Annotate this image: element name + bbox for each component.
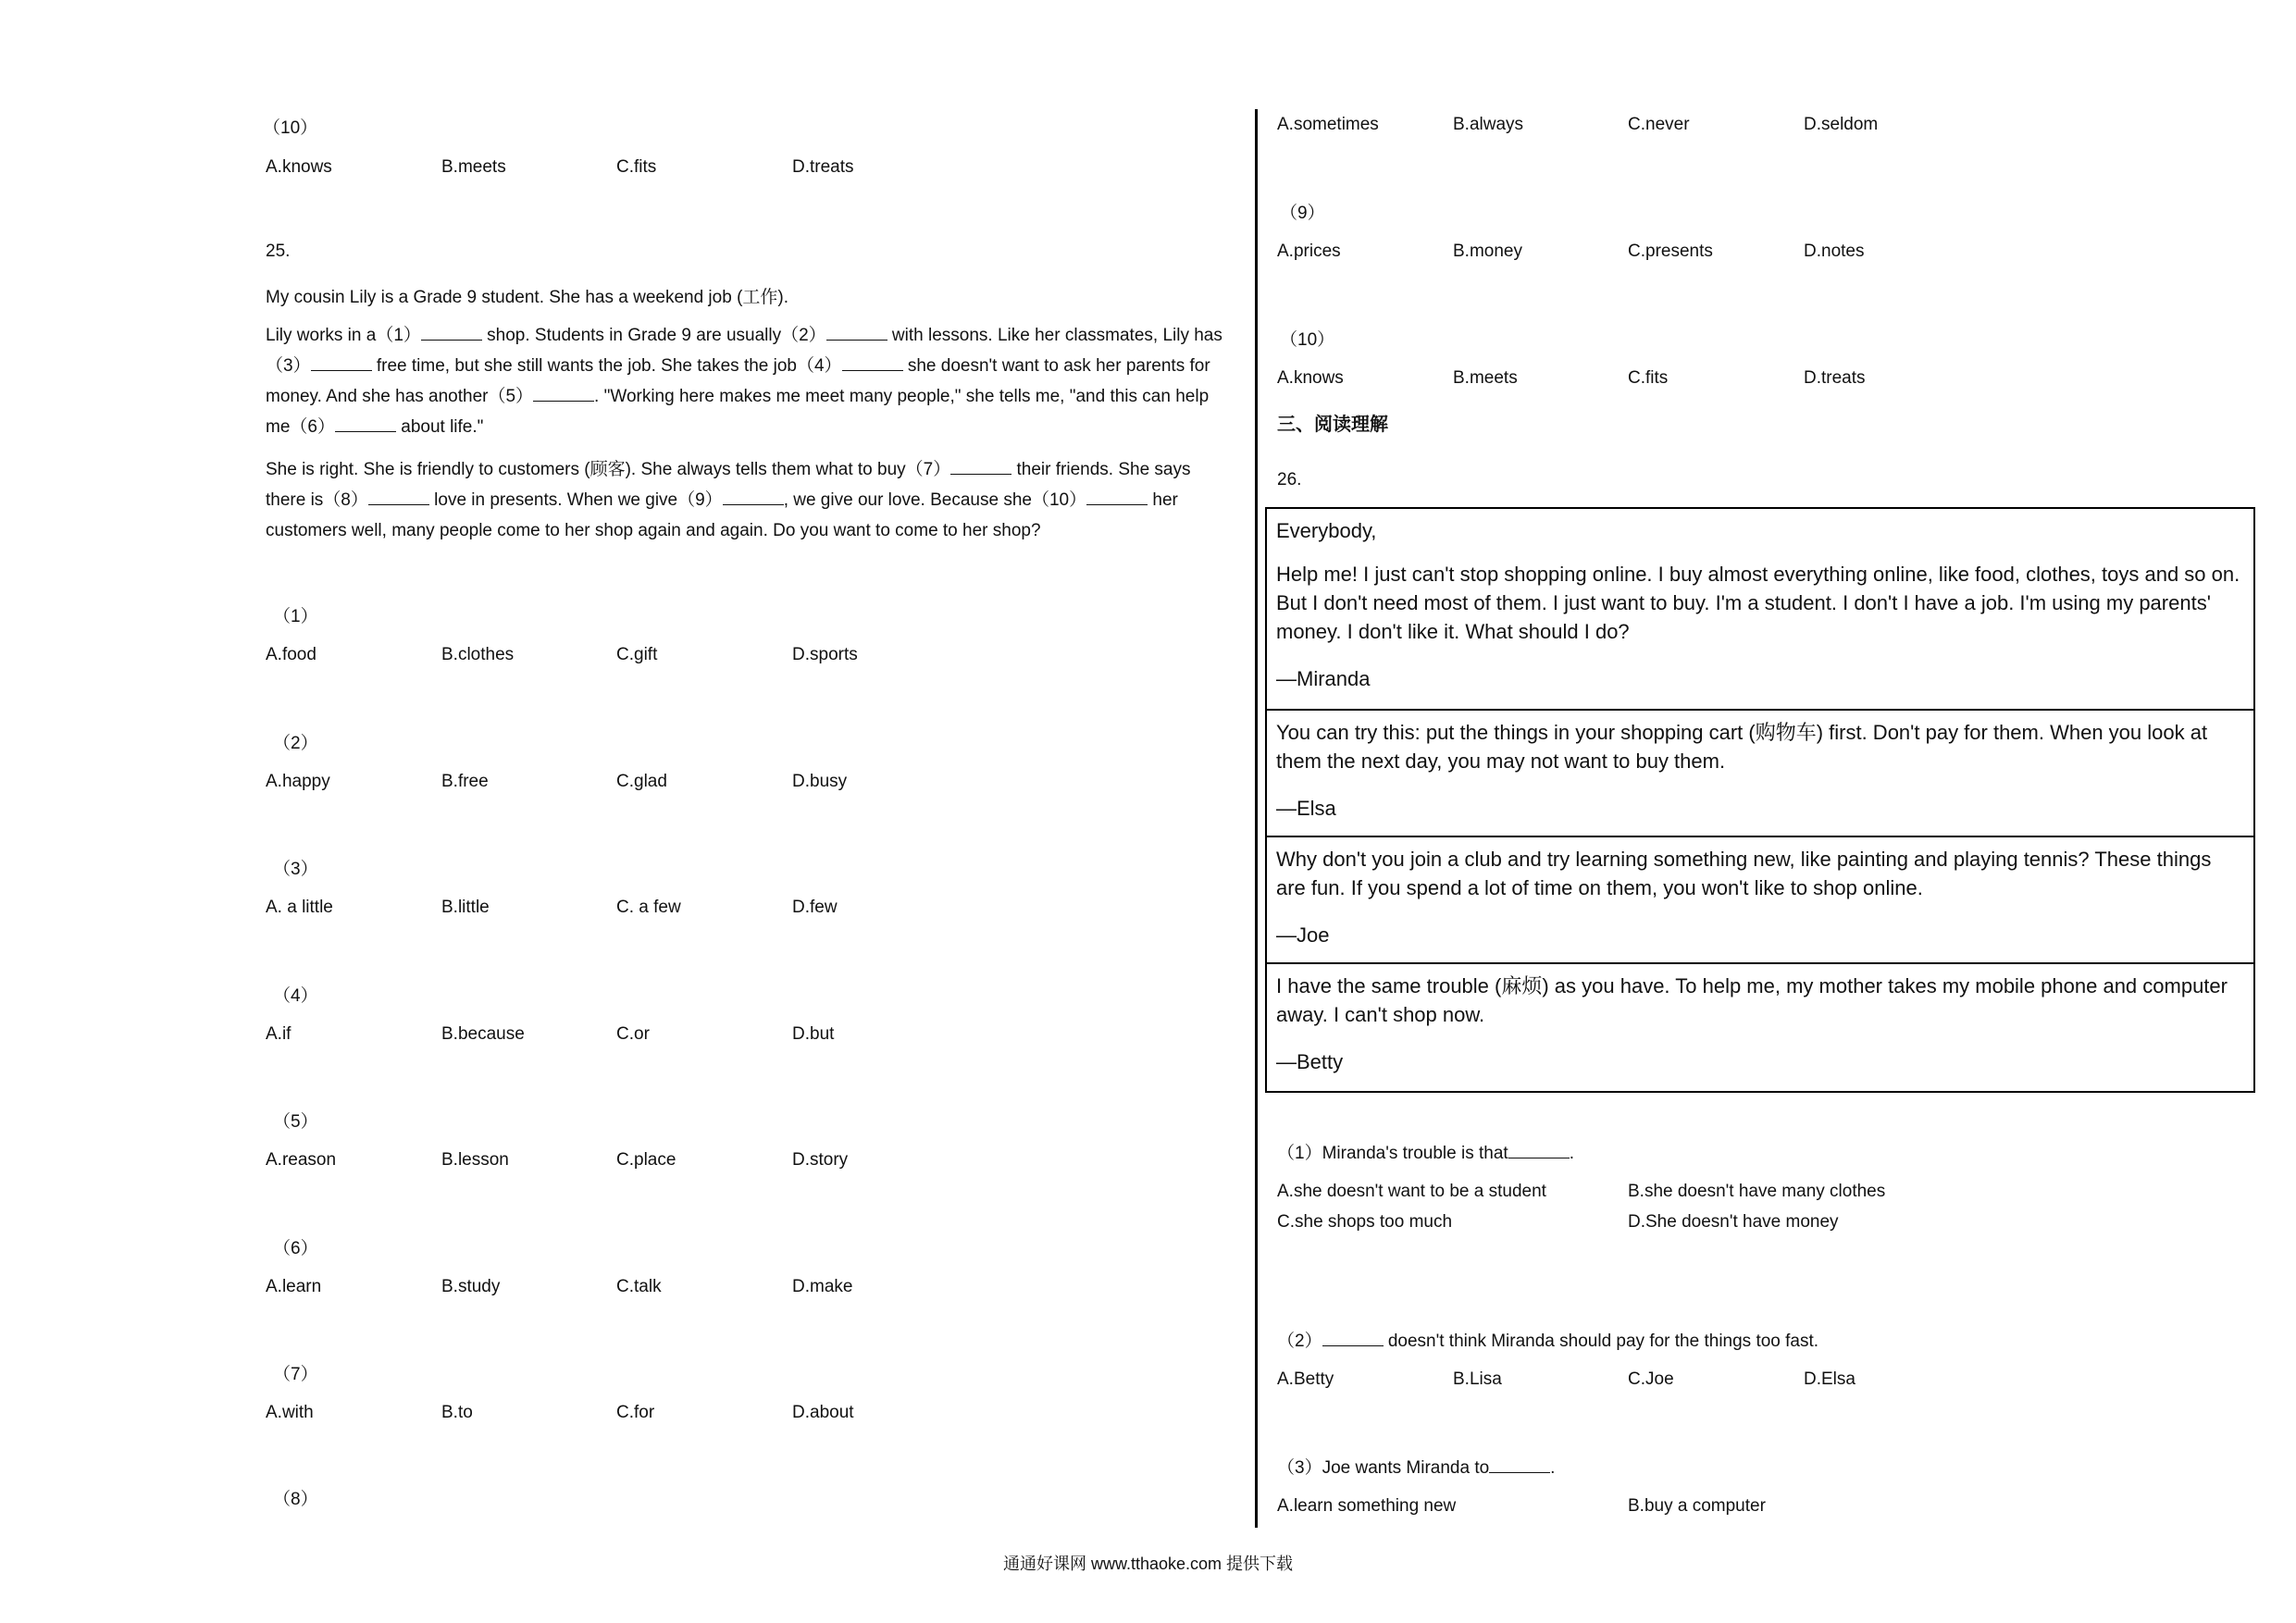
option-c: C.place — [616, 1150, 676, 1170]
passage-paragraph-2: She is right. She is friendly to customers (顾客). She always tells them what to buy（7） their friends. She says there is（8） love in presents. When we give（9） , we give our love. Because she（10） her customers well, many people come to her shop again and again. Do you want to come to her shop? — [266, 460, 1191, 540]
option-d: D.about — [792, 1403, 854, 1422]
option-a: A.if — [266, 1023, 292, 1044]
blank — [335, 415, 396, 432]
option-c: C.for — [616, 1403, 655, 1422]
option-b: B.little — [441, 898, 490, 917]
option-c: C.she shops too much — [1277, 1212, 1453, 1232]
option-b: B.free — [441, 771, 489, 791]
option-d: D.make — [792, 1276, 853, 1296]
option-c: C.or — [616, 1023, 650, 1044]
option-d: D.She doesn't have money — [1628, 1212, 1839, 1232]
blank — [311, 354, 372, 371]
option-a: A.food — [266, 645, 316, 664]
reading-question-2: （2） doesn't think Miranda should pay for the things too fast. — [1277, 1332, 1819, 1351]
option-b: B.buy a computer — [1628, 1496, 1766, 1516]
option-a: A.learn — [266, 1276, 322, 1296]
option-b: B.because — [441, 1023, 525, 1044]
option-d: D.but — [792, 1023, 835, 1044]
question-label: （10） — [1280, 330, 1335, 350]
letter-joe — [1267, 837, 2253, 964]
question-number: 25. — [266, 242, 291, 261]
option-c: C. a few — [616, 898, 681, 917]
option-a: A.knows — [266, 157, 332, 177]
passage-intro: My cousin Lily is a Grade 9 student. She has a weekend job (工作). — [266, 288, 788, 307]
page-footer: 通通好课网 www.tthaoke.com 提供下载 — [1002, 1555, 1294, 1573]
option-b: B.she doesn't have many clothes — [1628, 1182, 1886, 1201]
blank — [950, 458, 1011, 475]
blank — [368, 489, 429, 505]
question-label: （5） — [273, 1112, 318, 1132]
letter-body: You can try this: put the things in your shopping cart (购物车) first. Don't pay for them. When you look at them the next day, you may not want to buy them. — [1276, 721, 2208, 773]
blank — [533, 385, 594, 402]
letter-signature: —Betty — [1276, 1050, 1344, 1073]
option-b: B.money — [1453, 242, 1522, 261]
option-d: D.Elsa — [1804, 1369, 1855, 1389]
reading-question-1: （1）Miranda's trouble is that . — [1277, 1144, 1574, 1163]
letter-miranda — [1267, 509, 2253, 711]
option-b: B.meets — [1453, 368, 1518, 388]
option-b: B.Lisa — [1453, 1369, 1502, 1389]
question-label: （3） — [273, 860, 318, 879]
letters-box — [1265, 507, 2255, 1093]
reading-question-3: （3）Joe wants Miranda to . — [1277, 1458, 1556, 1478]
option-d: D.seldom — [1804, 115, 1879, 134]
question-label: （10） — [263, 118, 318, 138]
question-number: 26. — [1277, 470, 1302, 489]
question-label: （2） — [273, 733, 318, 753]
question-label: （1） — [273, 607, 318, 626]
section-heading: 三、阅读理解 — [1277, 415, 1388, 435]
passage-paragraph-1: Lily works in a（1） shop. Students in Grade 9 are usually（2） with lessons. Like her classmates, Lily has（3） free time, but she still wants the job. She takes the job（4） she doesn't want to ask her parents for money. And she has another（5） . "Working here makes me meet many people," she tells me, "and this can help me（6） about life." — [266, 326, 1222, 437]
option-d: D.sports — [792, 645, 858, 664]
option-a: A.learn something new — [1277, 1496, 1457, 1516]
option-c: C.Joe — [1628, 1369, 1674, 1389]
question-label: （4） — [273, 985, 318, 1006]
option-c: C.fits — [616, 157, 657, 177]
option-d: D.notes — [1804, 242, 1865, 261]
option-d: D.treats — [1804, 368, 1866, 388]
option-c: C.talk — [616, 1276, 662, 1296]
option-d: D.few — [792, 898, 838, 917]
option-a: A.knows — [1277, 368, 1344, 388]
option-d: D.busy — [792, 771, 848, 791]
option-a: A.with — [266, 1403, 314, 1422]
question-label: （8） — [273, 1490, 318, 1509]
blank — [842, 354, 903, 371]
option-c: C.fits — [1628, 368, 1669, 388]
blank — [1086, 489, 1148, 505]
blank — [723, 489, 784, 505]
option-a: A.Betty — [1277, 1369, 1334, 1389]
blank — [1489, 1456, 1550, 1473]
letter-body: I have the same trouble (麻烦) as you have. To help me, my mother takes my mobile phone and computer away. I can't shop now. — [1276, 974, 2228, 1026]
column-divider — [1255, 109, 1258, 1528]
letter-body: Help me! I just can't stop shopping online. I buy almost everything online, like food, clothes, toys and so on. But I don't need most of them. I just want to buy. I'm a student. I don't I have a job. I'm using my parents' money. I don't like it. What should I do? — [1276, 563, 2240, 643]
blank — [421, 324, 482, 341]
option-c: C.glad — [616, 771, 667, 791]
letter-body: Why don't you join a club and try learning something new, like painting and playing tennis? These things are fun. If you spend a lot of time on them, you won't like to shop online. — [1276, 848, 2212, 899]
blank — [826, 324, 887, 341]
option-b: B.study — [441, 1276, 501, 1296]
question-label: （6） — [273, 1238, 318, 1258]
option-a: A.she doesn't want to be a student — [1277, 1182, 1546, 1201]
option-a: A.happy — [266, 771, 330, 791]
option-b: B.to — [441, 1403, 473, 1422]
option-a: A. a little — [266, 898, 333, 917]
question-label: （9） — [1280, 204, 1325, 223]
option-d: D.story — [792, 1150, 849, 1170]
letter-signature: —Joe — [1276, 923, 1330, 947]
letter-elsa — [1267, 711, 2253, 837]
option-b: B.lesson — [441, 1150, 509, 1170]
question-label: （7） — [273, 1365, 318, 1384]
option-c: C.presents — [1628, 242, 1713, 261]
option-c: C.gift — [616, 645, 658, 664]
option-d: D.treats — [792, 157, 854, 177]
option-a: A.reason — [266, 1150, 337, 1170]
option-a: A.sometimes — [1277, 115, 1379, 134]
option-b: B.clothes — [441, 645, 515, 664]
option-b: B.always — [1453, 115, 1524, 134]
letter-betty — [1267, 964, 2253, 1091]
option-c: C.never — [1628, 115, 1690, 134]
blank — [1322, 1330, 1384, 1346]
option-a: A.prices — [1277, 242, 1341, 261]
blank — [1508, 1142, 1570, 1158]
option-b: B.meets — [441, 157, 506, 177]
letter-greeting: Everybody, — [1276, 519, 1377, 542]
letter-signature: —Elsa — [1276, 797, 1336, 820]
letter-signature: —Miranda — [1276, 667, 1371, 690]
